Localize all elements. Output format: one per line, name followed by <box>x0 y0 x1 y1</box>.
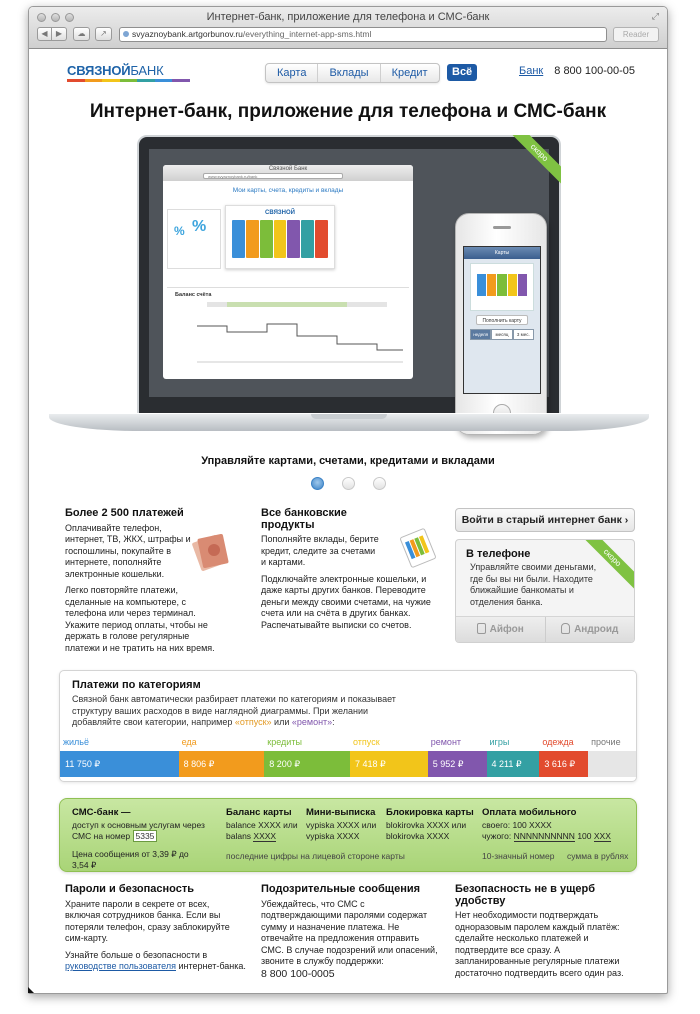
sms-balance-title: Баланс карты <box>226 807 292 818</box>
in-phone-text: Управляйте своими деньгами, где бы вы ни были. Находите ближайшие банкоматы и отделения банка. <box>470 562 597 607</box>
category-6[interactable] <box>487 737 540 781</box>
page-title: Интернет-банк, приложение для телефона и СМС-банк <box>89 101 607 122</box>
mock-promo-card <box>167 209 221 269</box>
category-tag-otpusk: «отпуск» <box>234 717 272 727</box>
security-p2-end: интернет-банка. <box>176 961 246 971</box>
sms-title: СМС-банк — <box>72 807 131 818</box>
sms-mobile <box>482 807 611 842</box>
url-host: svyaznoybank.artgorbunov.ru <box>132 29 243 39</box>
iphone-card-stripes <box>477 274 527 296</box>
window-title: Интернет-банк, приложение для телефона и СМС-банк <box>206 11 490 23</box>
user-guide-link[interactable]: руководстве пользователя <box>65 961 176 971</box>
nav-all[interactable]: Всё <box>447 64 477 81</box>
iphone-period-tabs <box>470 329 534 340</box>
cloud-icon[interactable]: ☁ <box>73 27 90 41</box>
category-8[interactable] <box>588 737 636 781</box>
category-name: одежда <box>542 737 574 747</box>
feature-products-p2: Подключайте электронные кошельки, и даже карты других банков. Переводите деньги между своими счетами, на чужие счета или на счёта в других банках. Распечатывайте выписки со счетов. <box>261 573 431 630</box>
category-1[interactable] <box>60 737 179 781</box>
main-nav <box>265 63 440 83</box>
in-phone-title: В телефоне <box>466 548 531 560</box>
category-value-bar: 8 200 ₽ <box>264 751 350 777</box>
convenience-block <box>455 884 635 979</box>
categories-title: Платежи по категориям <box>72 679 201 691</box>
support-phone: 8 800 100-0005 <box>261 967 335 980</box>
site-header <box>29 49 667 91</box>
in-phone-soon-label: скоро <box>579 540 634 591</box>
in-phone-box <box>455 539 635 643</box>
iphone-tab-month: месяц <box>491 329 512 340</box>
sms-block-title: Блокировка карты <box>386 807 474 818</box>
iphone-icon <box>477 623 486 634</box>
category-4[interactable] <box>350 737 428 781</box>
categories-desc-and: или <box>271 717 292 727</box>
feature-payments-title: Более 2 500 платежей <box>65 507 184 519</box>
categories-desc-end: : <box>332 717 335 727</box>
mock-balance-chart <box>167 287 409 375</box>
mock-step-chart <box>167 306 409 376</box>
security-p2-text: Узнайте больше о безопасности в <box>65 949 208 960</box>
android-icon <box>561 623 570 634</box>
soon-label: скоро <box>506 135 561 186</box>
category-name: отпуск <box>353 737 380 747</box>
android-label: Андроид <box>574 624 619 635</box>
platform-buttons <box>456 616 634 642</box>
hero-banner <box>29 135 667 457</box>
category-value-bar: 7 418 ₽ <box>350 751 428 777</box>
laptop-illustration <box>49 135 649 445</box>
category-5[interactable] <box>428 737 487 781</box>
category-bars <box>60 737 636 781</box>
category-value-bar: 5 952 ₽ <box>428 751 487 777</box>
category-2[interactable] <box>179 737 265 781</box>
mouse-cursor-icon <box>28 987 34 993</box>
convenience-title: Безопасность не в ущерб удобству <box>455 883 596 907</box>
category-value-bar: 4 211 ₽ <box>487 751 540 777</box>
feature-payments <box>65 507 215 659</box>
percent-icon-large: % <box>192 218 207 235</box>
url-path: /everything_internet-app-sms.html <box>242 29 372 39</box>
laptop-base <box>49 413 649 431</box>
sms-note-sum: сумма в рублях <box>567 851 629 861</box>
logo-stripe <box>67 79 190 82</box>
mock-url: www.svyaznoybank.ru/bank <box>203 173 343 179</box>
iphone-tab-3months: 3 мес. <box>513 329 534 340</box>
browser-window <box>28 6 668 994</box>
category-value-bar <box>588 751 636 777</box>
android-app-button[interactable] <box>546 617 635 642</box>
feature-payments-p1: Оплачивайте телефон, интернет, ТВ, ЖКХ, штрафы и госпошлины, покупайте в интернете, пополняйте электронные кошельки. <box>65 522 191 579</box>
sms-mobile-l2b: 100 <box>574 831 594 841</box>
sms-balance <box>226 807 298 842</box>
security-title: Пароли и безопасность <box>65 883 195 895</box>
sms-mobile-sum: XXX <box>593 831 611 841</box>
category-name: жильё <box>63 737 89 747</box>
percent-icon: % <box>174 224 185 238</box>
categories-desc-text: Связной банк автоматически разбирает платежи по категориям и показывает структуру ваших расходов в виде наглядной диаграммы. При желании добавляйте свои категории, например <box>72 694 396 727</box>
nav-card[interactable]: Карта <box>266 64 318 82</box>
sms-block <box>386 807 474 842</box>
address-bar[interactable] <box>119 27 607 42</box>
mock-balance-label: Баланс счёта <box>175 292 212 298</box>
sms-mobile-title: Оплата мобильного <box>482 807 577 818</box>
category-7[interactable] <box>539 737 588 781</box>
cards-icon <box>399 528 437 568</box>
suspicious-p1: Убеждайтесь, что СМС с подтверждающими паролями содержат сумму и назначение платежа. Не отвечайте на предложения отправить СМС. В случае подозрений или опасений, звоните в службу поддержки: <box>261 898 438 966</box>
mock-card-stripes <box>232 220 328 258</box>
sms-balance-code: XXXX <box>253 831 277 841</box>
category-value-bar: 11 750 ₽ <box>60 751 179 777</box>
category-name: игры <box>489 737 510 747</box>
carousel-dots <box>29 477 667 490</box>
sms-bank-panel <box>59 798 637 872</box>
sms-mobile-l1: своего: 100 XXXX <box>482 820 552 830</box>
carousel-dot-3[interactable] <box>373 477 386 490</box>
category-value-bar: 3 616 ₽ <box>539 751 588 777</box>
sms-note-number: 10-значный номер <box>482 851 555 861</box>
convenience-p1: Нет необходимости подтверждать одноразовым паролем каждый платёж: сделайте несколько платежей и подтвердите все сразу. А запланированные регулярные платежи достаточно подтвердить всего один раз. <box>455 910 624 978</box>
iphone-pay-button: Пополнить карту <box>476 315 528 325</box>
sms-block-l2: blokirovka XXXX <box>386 831 450 841</box>
history-buttons <box>37 27 67 41</box>
category-name: кредиты <box>267 737 302 747</box>
carousel-dot-1[interactable] <box>311 477 324 490</box>
sms-block-l1: blokirovka XXXX или <box>386 820 467 830</box>
category-name: ремонт <box>430 737 462 747</box>
iphone-illustration <box>455 213 547 435</box>
mock-browser <box>163 165 413 379</box>
feature-products-p1: Пополняйте вклады, берите кредит, следите за счетами и картами. <box>261 534 379 567</box>
suspicious-block <box>261 884 441 980</box>
features-section <box>29 508 667 658</box>
banknotes-icon <box>192 530 232 572</box>
header-phone: 8 800 100-00-05 <box>554 65 635 77</box>
nav-bank-link[interactable]: Банк <box>519 65 544 77</box>
in-phone-soon-ribbon <box>578 540 634 596</box>
categories-description <box>72 694 412 729</box>
sms-balance-l2: balans <box>226 831 254 841</box>
nav-deposits[interactable]: Вклады <box>318 64 380 82</box>
iphone-speaker <box>493 226 511 229</box>
mock-card-logo: СВЯЗНОЙ <box>265 210 295 216</box>
iphone-navbar: Карты <box>464 247 540 259</box>
sms-number: 5335 <box>133 830 158 842</box>
sms-price: Цена сообщения от 3,39 ₽ до 3,54 ₽ <box>72 849 189 870</box>
logo-bold-text: СВЯЗНОЙ <box>67 63 131 78</box>
sms-statement <box>306 807 376 842</box>
logo-light-text: БАНК <box>130 63 164 78</box>
category-tag-remont: «ремонт» <box>291 717 333 727</box>
iphone-app-button[interactable] <box>456 617 546 642</box>
feature-payments-p2: Легко повторяйте платежи, сделанные на компьютере, с телефона или через терминал. Укажите период оплаты, чтобы не держать в голове регулярные платежи и не тратить на них время. <box>65 585 215 653</box>
mock-heading: Мои карты, счета, кредиты и вклады <box>232 187 344 194</box>
soon-ribbon <box>505 135 561 191</box>
reader-button[interactable]: Reader <box>613 27 659 42</box>
share-icon[interactable]: ↗ <box>95 27 112 41</box>
sms-statement-l2: vypiska XXXX <box>306 831 360 841</box>
feature-products <box>261 507 431 636</box>
nav-credit[interactable]: Кредит <box>391 67 428 79</box>
mock-browser-title: Связной Банк <box>163 165 413 181</box>
hero-caption: Управляйте картами, счетами, кредитами и вкладами <box>201 455 495 467</box>
browser-titlebar <box>29 7 667 49</box>
sms-lead: доступ к основным услугам через СМС на номер <box>72 820 205 841</box>
iphone-tab-week: неделя <box>470 329 491 340</box>
category-name: еда <box>181 737 197 747</box>
security-block <box>65 884 247 973</box>
carousel-dot-2[interactable] <box>342 477 355 490</box>
category-name: прочие <box>591 737 621 747</box>
old-internet-bank-button[interactable]: Войти в старый интернет банк › <box>455 508 635 532</box>
sms-intro <box>72 807 224 842</box>
iphone-card <box>470 263 534 311</box>
forward-button[interactable]: ▶ <box>52 27 67 41</box>
categories-panel <box>59 670 637 782</box>
feature-products-title: Все банковские продукты <box>261 507 347 531</box>
category-3[interactable] <box>264 737 350 781</box>
bottom-section <box>29 884 667 984</box>
back-button[interactable]: ◀ <box>37 27 52 41</box>
sms-mobile-number: NNNNNNNNNN <box>513 831 575 841</box>
mock-card-widget <box>225 205 335 269</box>
security-p2 <box>65 950 247 973</box>
sms-note-digits: последние цифры на лицевой стороне карты <box>226 851 405 861</box>
security-p1: Храните пароли в секрете от всех, включая сотрудников банка. Если вы потеряли телефон, сразу заблокируйте сим-карту. <box>65 898 230 943</box>
svyaznoy-logo[interactable] <box>67 63 190 85</box>
sms-balance-l1: balance XXXX или <box>226 820 298 830</box>
iphone-screen <box>463 246 541 394</box>
sms-mobile-l2a: чужого: <box>482 831 514 841</box>
sms-statement-l1: vypiska XXXX или <box>306 820 377 830</box>
sms-statement-title: Мини-выписка <box>306 807 376 818</box>
iphone-label: Айфон <box>489 624 524 635</box>
fullscreen-icon[interactable]: ⤢ <box>651 11 659 21</box>
category-value-bar: 8 806 ₽ <box>179 751 265 777</box>
suspicious-title: Подозрительные сообщения <box>261 883 421 895</box>
